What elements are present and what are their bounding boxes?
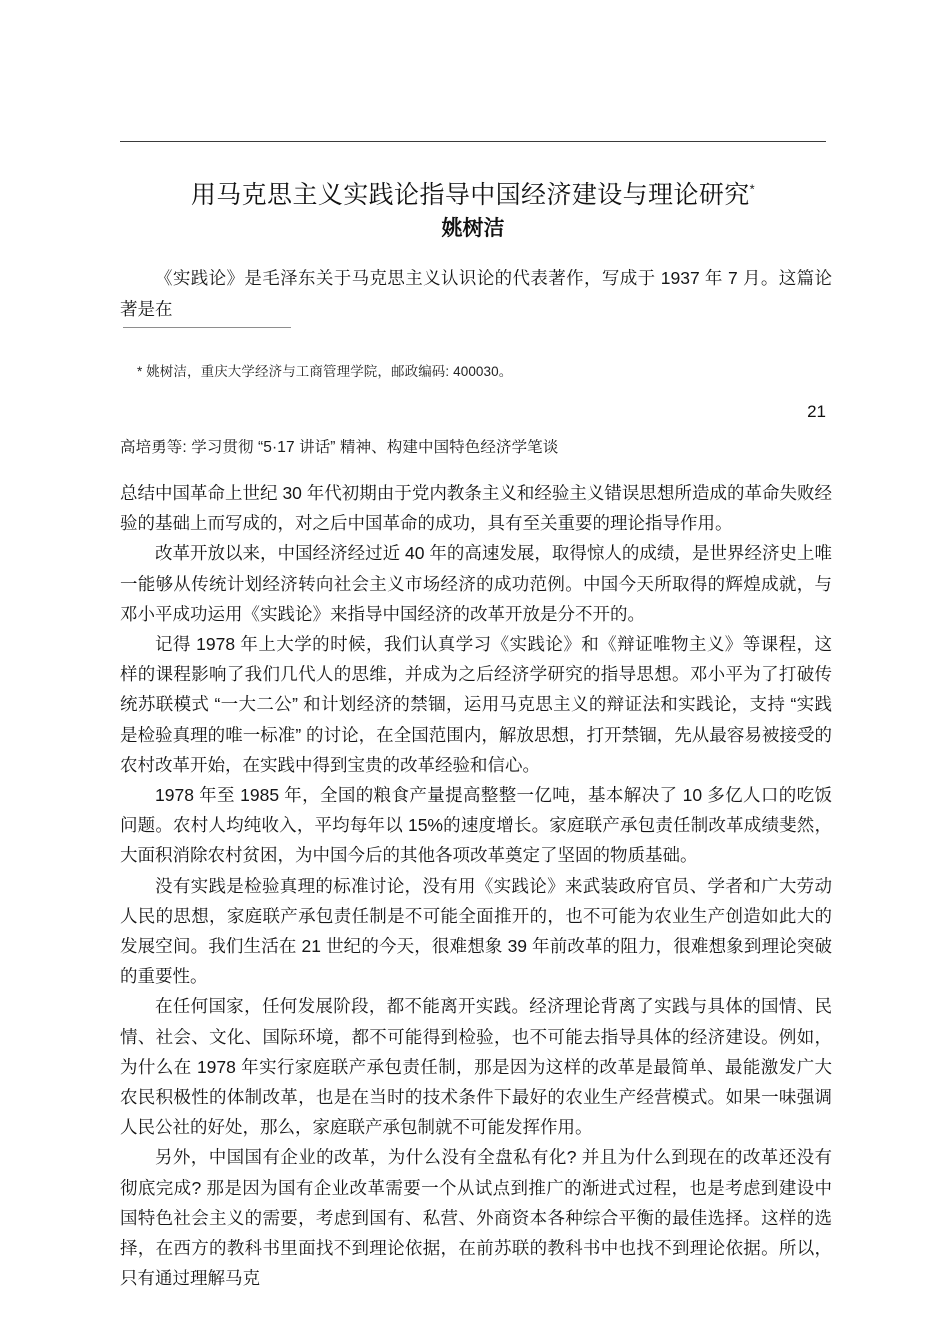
body-paragraph: 在任何国家，任何发展阶段，都不能离开实践。经济理论背离了实践与具体的国情、民情、社会、文化、国际环境，都不可能得到检验，也不可能去指导具体的经济建设。例如，为什么在 1978 年实行家庭联产承包责任制，那是因为这样的改革是最简单、最能激发广大农民积极性的体制改革，也是在当时的技术条件下最好的农业生产经营模式。如果一味强调人民公社的好处，那么，家庭联产承包制就不可能发挥作用。 — [120, 996, 832, 1138]
body-paragraph: 没有实践是检验真理的标准讨论，没有用《实践论》来武装政府官员、学者和广大劳动人民的思想，家庭联产承包责任制是不可能全面推开的，也不可能为农业生产创造如此大的发展空间。我们生活在 21 世纪的今天，很难想象 39 年前改革的阻力，很难想象到理论突破的重要性。 — [120, 875, 832, 987]
running-head: 高培勇等: 学习贯彻 “5·17 讲话” 精神、构建中国特色经济学笔谈 — [120, 439, 559, 456]
body-text-column — [120, 478, 832, 1293]
abstract-paragraph: 《实践论》是毛泽东关于马克思主义认识论的代表著作，写成于 1937 年 7 月。这篇论著是在 — [120, 268, 832, 319]
page-title-text: 用马克思主义实践论指导中国经济建设与理论研究 — [190, 180, 750, 209]
footnote-separator-rule — [123, 327, 291, 328]
body-paragraph: 总结中国革命上世纪 30 年代初期由于党内教条主义和经验主义错误思想所造成的革命失败经验的基础上而写成的，对之后中国革命的成功，具有至关重要的理论指导作用。 — [120, 483, 832, 534]
body-paragraph: 改革开放以来，中国经济经过近 40 年的高速发展，取得惊人的成绩，是世界经济史上唯一能够从传统计划经济转向社会主义市场经济的成功范例。中国今天所取得的辉煌成就，与邓小平成功运用《实践论》来指导中国经济的改革开放是分不开的。 — [120, 543, 832, 624]
author-name: 姚树洁 — [441, 217, 505, 240]
page-number: 21 — [807, 402, 826, 421]
body-paragraph: 另外，中国国有企业的改革，为什么没有全盘私有化? 并且为什么到现在的改革还没有彻底完成? 那是因为国有企业改革需要一个从试点到推广的渐进式过程，也是考虑到建设中国特色社会主义的需要，考虑到国有、私营、外商资本各种综合平衡的最佳选择。这样的选择，在西方的教科书里面找不到理论依据，在前苏联的教科书中也找不到理论依据。所以，只有通过理解马克 — [120, 1147, 832, 1289]
page-title — [120, 177, 826, 213]
title-footnote-marker: * — [749, 181, 756, 197]
body-paragraph: 1978 年至 1985 年，全国的粮食产量提高整整一亿吨，基本解决了 10 多亿人口的吃饭问题。农村人均纯收入，平均每年以 15%的速度增长。家庭联产承包责任制改革成绩斐然，大面积消除农村贫困，为中国今后的其他各项改革奠定了坚固的物质基础。 — [120, 785, 832, 866]
body-paragraph: 记得 1978 年上大学的时候，我们认真学习《实践论》和《辩证唯物主义》等课程，这样的课程影响了我们几代人的思维，并成为之后经济学研究的指导思想。邓小平为了打破传统苏联模式 “一大二公” 和计划经济的禁锢，运用马克思主义的辩证法和实践论，支持 “实践是检验真理的唯一标准” 的讨论，在全国范围内，解放思想，打开禁锢，先从最容易被接受的农村改革开始，在实践中得到宝贵的改革经验和信心。 — [120, 634, 832, 775]
author-affiliation-footnote: * 姚树洁，重庆大学经济与工商管理学院，邮政编码: 400030。 — [137, 364, 513, 379]
header-rule — [120, 141, 826, 142]
